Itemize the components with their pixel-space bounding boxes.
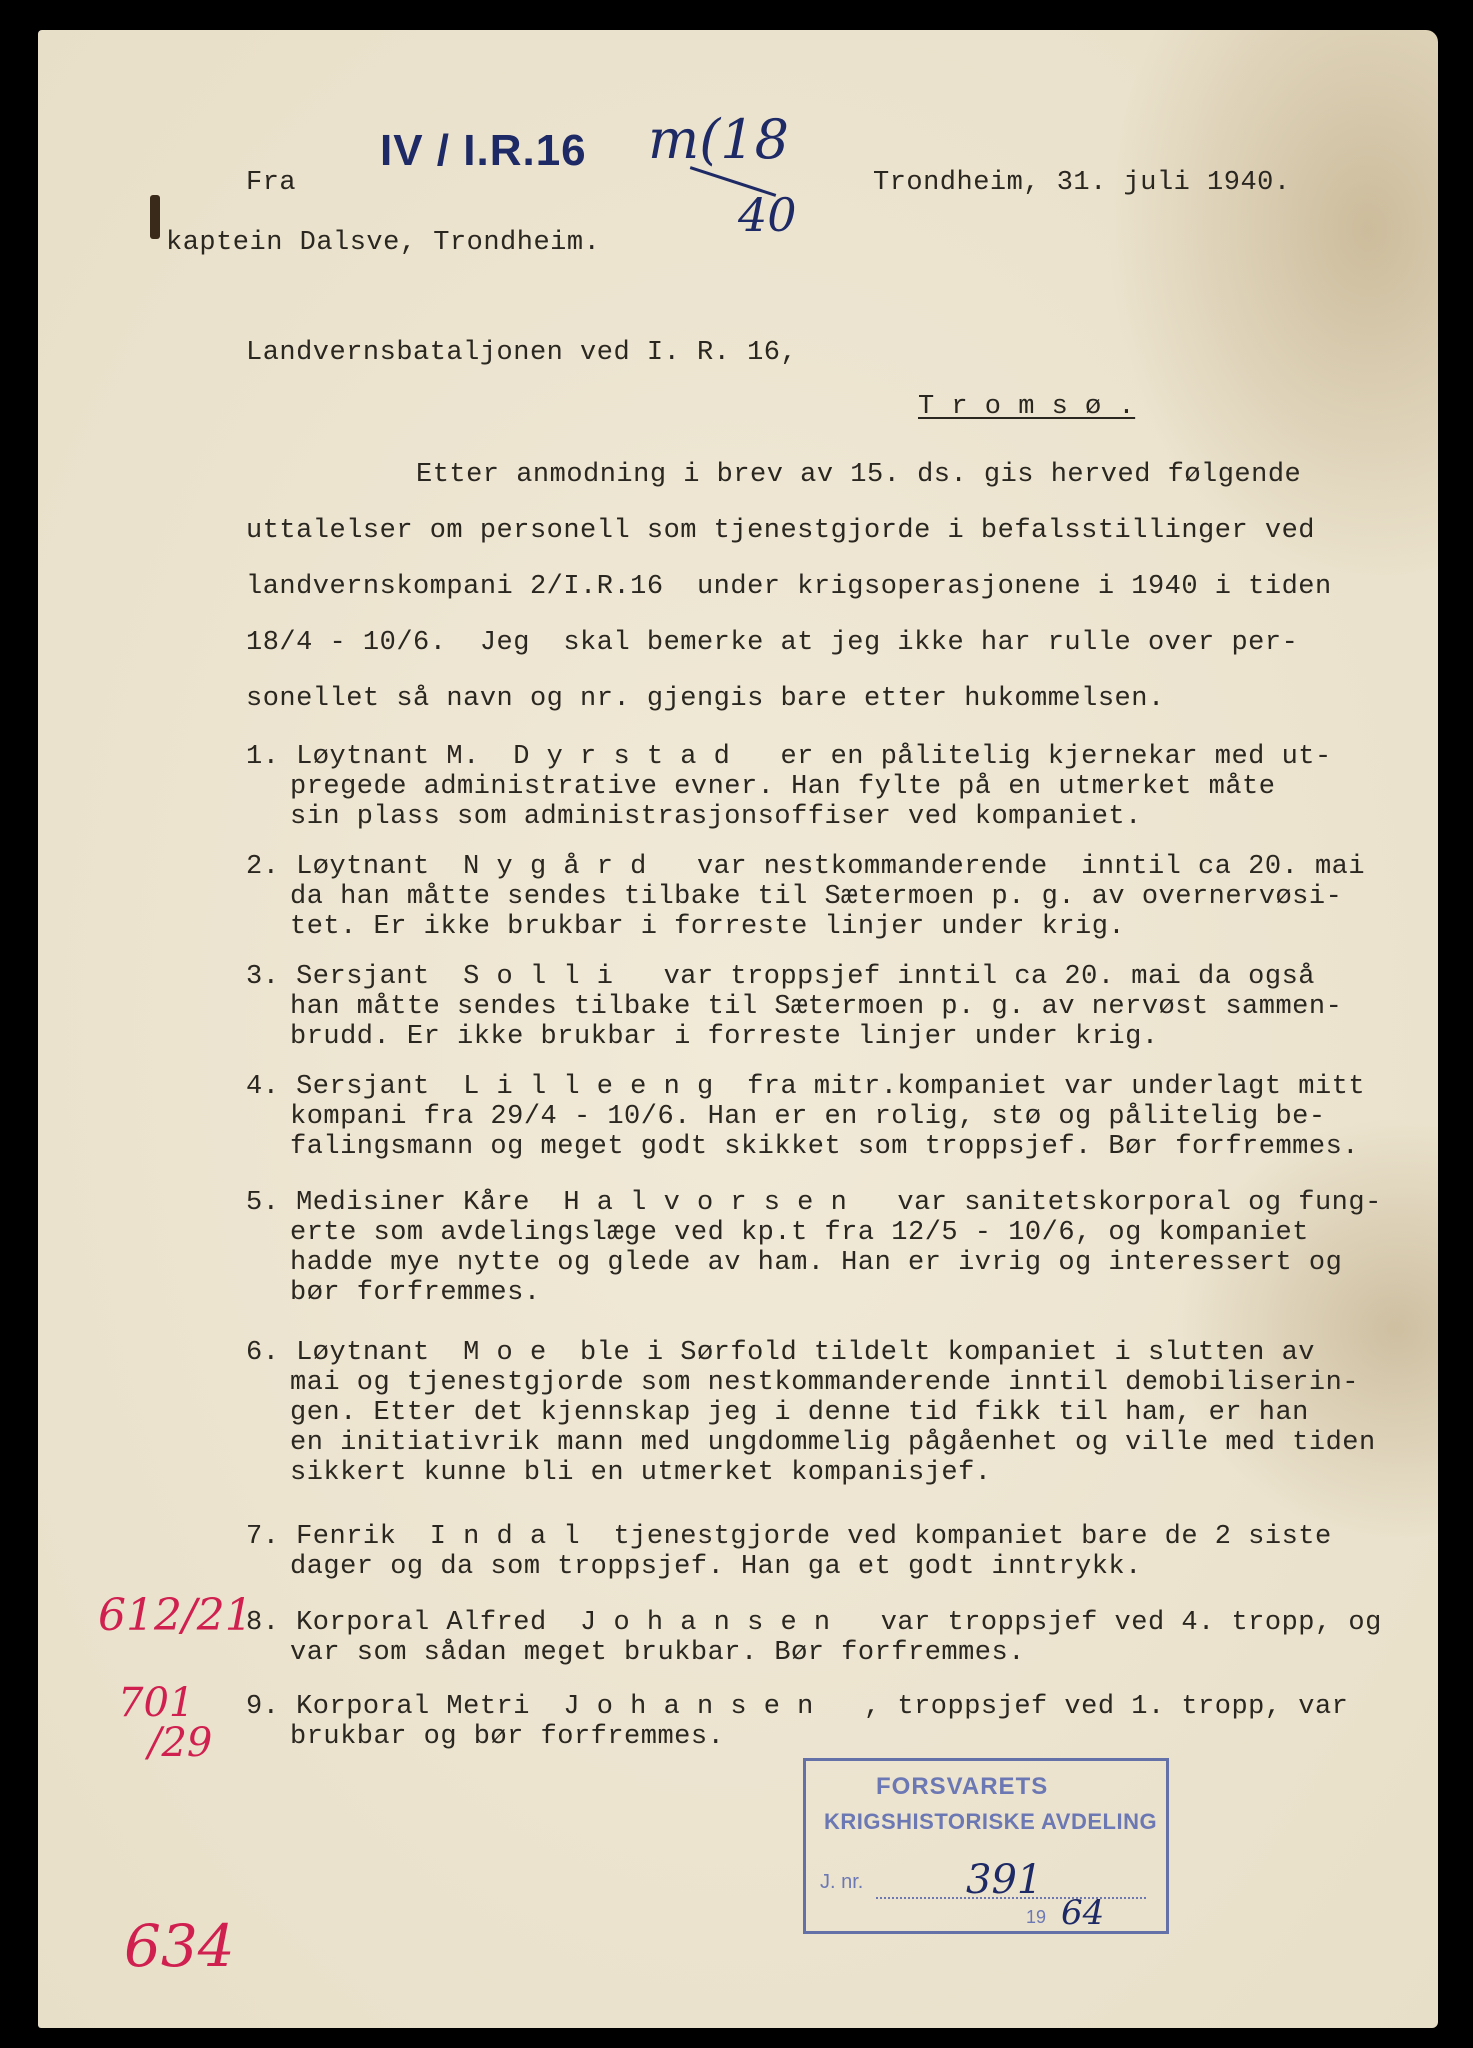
item-line: 6. Løytnant M o e ble i Sørfold tildelt kompaniet i slutten av [246,1338,1315,1368]
item-line: 9. Korporal Metri J o h a n s e n , troppsjef ved 1. tropp, var [246,1692,1349,1722]
document-page [38,30,1438,2028]
sender: kaptein Dalsve, Trondheim. [166,228,601,258]
item-line: en initiativrik mann med ungdommelig pågåenhet og ville med tiden [290,1428,1376,1458]
recipient-city: T r o m s ø . [918,392,1136,422]
intro-line: 18/4 - 10/6. Jeg skal bemerke at jeg ikke har rulle over per- [246,628,1299,658]
item-line: 7. Fenrik I n d a l tjenestgjorde ved kompaniet bare de 2 siste [246,1522,1332,1552]
item-line: brukbar og bør forfremmes. [290,1722,725,1752]
archive-stamp [803,1758,1169,1934]
stamp-year-hand: 64 [1061,1893,1105,1933]
red-annotation: /29 [148,1720,213,1766]
item-line: 1. Løytnant M. D y r s t a d er en pålitelig kjernekar med ut- [246,742,1332,772]
punch-hole-mark [150,195,160,239]
stamp-line1: FORSVARETS [876,1773,1049,1800]
item-line: sikkert kunne bli en utmerket kompanisjef. [290,1458,992,1488]
item-line: dager og da som troppsjef. Han ga et godt inntrykk. [290,1552,1142,1582]
stamp-jnr-label: J. nr. [820,1871,864,1893]
item-line: tet. Er ikke brukbar i forreste linjer under krig. [290,912,1126,942]
item-line: erte som avdelingslæge ved kp.t fra 12/5 - 10/6, og kompaniet [290,1218,1309,1248]
red-annotation: 634 [124,1912,235,1980]
item-line: 3. Sersjant S o l l i var troppsjef inntil ca 20. mai da også [246,962,1315,992]
intro-line: sonellet så navn og nr. gjengis bare etter hukommelsen. [246,684,1165,714]
item-line: falingsmann og meget godt skikket som troppsjef. Bør forfremmes. [290,1132,1359,1162]
place-date: Trondheim, 31. juli 1940. [873,168,1291,198]
reference-stamp: IV / I.R.16 [380,126,587,175]
item-line: da han måtte sendes tilbake til Sætermoen p. g. av overnervøsi- [290,882,1343,912]
item-line: bør forfremmes. [290,1278,541,1308]
item-line: brudd. Er ikke brukbar i forreste linjer under krig. [290,1022,1159,1052]
item-line: han måtte sendes tilbake til Sætermoen p. g. av nervøst sammen- [290,992,1343,1022]
stamp-line2: KRIGSHISTORISKE AVDELING [824,1809,1158,1834]
red-annotation: 612/21 [98,1590,253,1641]
red-annotation: 701 [118,1680,195,1726]
item-line: 2. Løytnant N y g å r d var nestkommanderende inntil ca 20. mai [246,852,1366,882]
item-line: 8. Korporal Alfred J o h a n s e n var troppsjef ved 4. tropp, og [246,1608,1382,1638]
item-line: gen. Etter det kjennskap jeg i denne tid fikk til ham, er han [290,1398,1309,1428]
from-label: Fra [246,168,297,198]
item-line: pregede administrative evner. Han fylte på en utmerket måte [290,772,1276,802]
handwritten-number: 40 [738,188,797,242]
item-line: 4. Sersjant L i l l e e n g fra mitr.kompaniet var underlagt mitt [246,1072,1366,1102]
recipient: Landvernsbataljonen ved I. R. 16, [246,338,798,368]
item-line: mai og tjenestgjorde som nestkommanderende inntil demobiliserin- [290,1368,1359,1398]
item-line: 5. Medisiner Kåre H a l v o r s e n var sanitetskorporal og fung- [246,1188,1382,1218]
intro-line: uttalelser om personell som tjenestgjorde i befalsstillinger ved [246,516,1315,546]
item-line: kompani fra 29/4 - 10/6. Han er en rolig, stø og pålitelig be- [290,1102,1326,1132]
handwritten-ref: m(18 [648,108,789,171]
item-line: sin plass som administrasjonsoffiser ved kompaniet. [290,802,1142,832]
stamp-year-printed: 19 [1026,1907,1047,1927]
item-line: var som sådan meget brukbar. Bør forfremmes. [290,1638,1025,1668]
item-line: hadde mye nytte og glede av ham. Han er ivrig og interessert og [290,1248,1343,1278]
stamp-jnr-value: 391 [966,1857,1043,1903]
intro-line: landvernskompani 2/I.R.16 under krigsoperasjonene i 1940 i tiden [246,572,1332,602]
intro-line: Etter anmodning i brev av 15. ds. gis herved følgende [416,460,1302,490]
